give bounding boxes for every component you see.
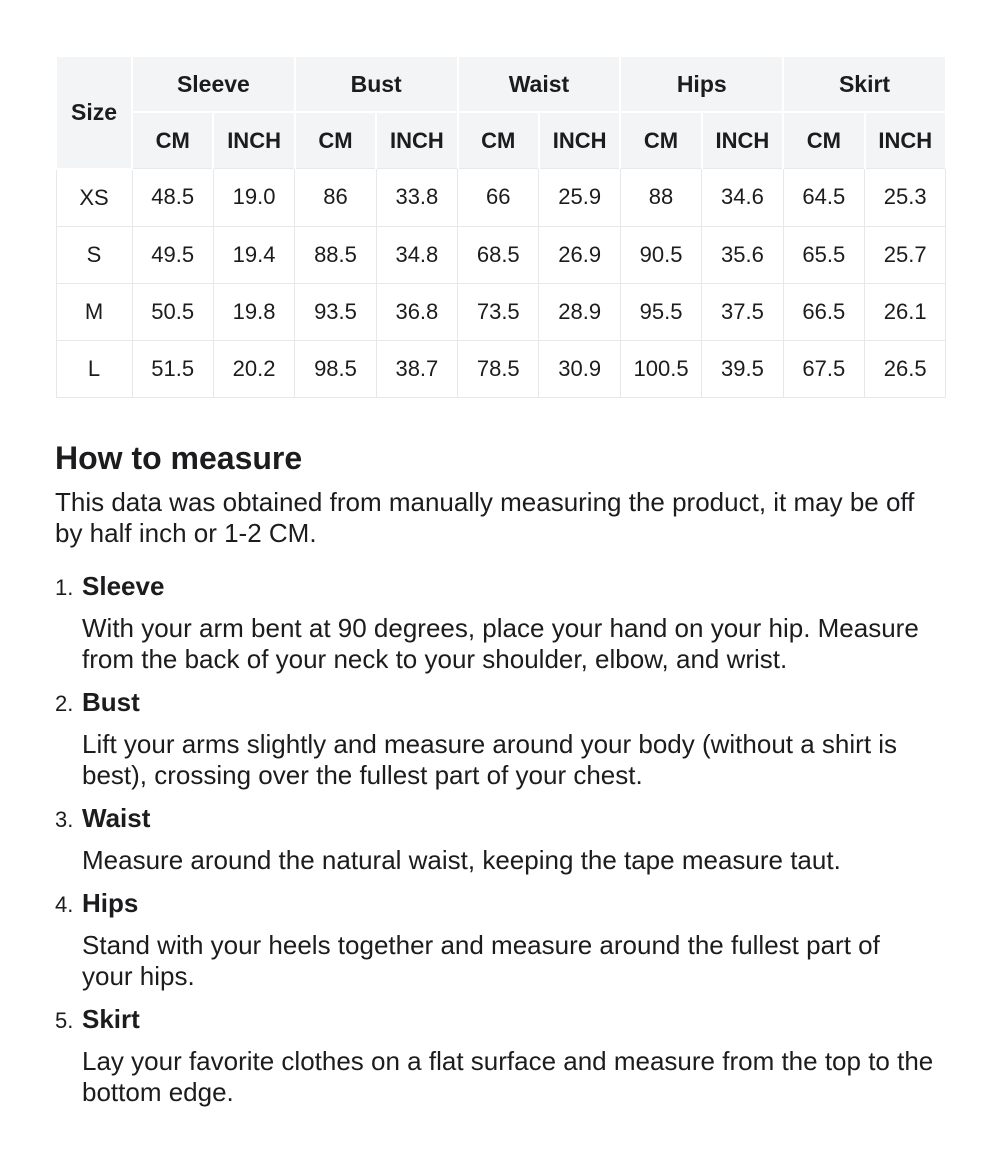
cell-value: 50.5 bbox=[132, 283, 213, 340]
step-number: 2. bbox=[55, 690, 74, 716]
step-term: Waist bbox=[82, 802, 151, 833]
cell-value: 95.5 bbox=[620, 283, 701, 340]
size-label: XS bbox=[56, 169, 132, 227]
cell-value: 88.5 bbox=[295, 226, 376, 283]
step-description: Stand with your heels together and measure around the fullest part of your hips. bbox=[82, 929, 880, 991]
measure-step-hips bbox=[55, 888, 945, 992]
table-row-xs bbox=[56, 169, 946, 227]
cell-value: 98.5 bbox=[295, 340, 376, 397]
step-heading bbox=[55, 888, 945, 920]
unit-header-bust-inch: INCH bbox=[376, 112, 457, 169]
cell-value: 34.6 bbox=[702, 169, 783, 227]
cell-value: 88 bbox=[620, 169, 701, 227]
cell-value: 19.4 bbox=[213, 226, 294, 283]
size-label: L bbox=[56, 340, 132, 397]
cell-value: 26.5 bbox=[865, 340, 946, 397]
cell-value: 30.9 bbox=[539, 340, 620, 397]
size-column-header: Size bbox=[56, 56, 132, 169]
cell-value: 100.5 bbox=[620, 340, 701, 397]
cell-value: 25.7 bbox=[865, 226, 946, 283]
measure-step-waist bbox=[55, 803, 945, 876]
cell-value: 49.5 bbox=[132, 226, 213, 283]
cell-value: 36.8 bbox=[376, 283, 457, 340]
step-term: Skirt bbox=[82, 1003, 140, 1034]
step-description: Lay your favorite clothes on a flat surface and measure from the top to the bottom edge. bbox=[82, 1045, 934, 1107]
unit-header-skirt-cm: CM bbox=[783, 112, 864, 169]
measure-step-bust bbox=[55, 687, 945, 791]
cell-value: 66 bbox=[458, 169, 539, 227]
cell-value: 68.5 bbox=[458, 226, 539, 283]
how-to-measure-intro: This data was obtained from manually measuring the product, it may be off by half inch or 1-2 CM. bbox=[55, 486, 915, 548]
step-description: With your arm bent at 90 degrees, place your hand on your hip. Measure from the back of your neck to your shoulder, elbow, and wrist. bbox=[82, 612, 919, 674]
cell-value: 25.3 bbox=[865, 169, 946, 227]
cell-value: 90.5 bbox=[620, 226, 701, 283]
unit-header-bust-cm: CM bbox=[295, 112, 376, 169]
cell-value: 48.5 bbox=[132, 169, 213, 227]
cell-value: 51.5 bbox=[132, 340, 213, 397]
table-row-s bbox=[56, 226, 946, 283]
cell-value: 78.5 bbox=[458, 340, 539, 397]
step-number: 1. bbox=[55, 574, 74, 600]
table-row-l bbox=[56, 340, 946, 397]
group-header-skirt: Skirt bbox=[783, 56, 946, 112]
step-description: Lift your arms slightly and measure around your body (without a shirt is best), crossing over the fullest part of your chest. bbox=[82, 728, 898, 790]
unit-header-waist-inch: INCH bbox=[539, 112, 620, 169]
cell-value: 35.6 bbox=[702, 226, 783, 283]
step-description: Measure around the natural waist, keeping the tape measure taut. bbox=[82, 844, 841, 875]
cell-value: 28.9 bbox=[539, 283, 620, 340]
cell-value: 26.9 bbox=[539, 226, 620, 283]
cell-value: 20.2 bbox=[213, 340, 294, 397]
cell-value: 37.5 bbox=[702, 283, 783, 340]
unit-header-skirt-inch: INCH bbox=[865, 112, 946, 169]
group-header-bust: Bust bbox=[295, 56, 458, 112]
step-heading bbox=[55, 1004, 945, 1036]
measure-step-skirt bbox=[55, 1004, 945, 1108]
group-header-waist: Waist bbox=[458, 56, 621, 112]
unit-header-sleeve-inch: INCH bbox=[213, 112, 294, 169]
step-heading bbox=[55, 687, 945, 719]
step-number: 4. bbox=[55, 891, 74, 917]
measure-steps-list bbox=[55, 571, 945, 1108]
cell-value: 19.8 bbox=[213, 283, 294, 340]
cell-value: 38.7 bbox=[376, 340, 457, 397]
group-header-hips: Hips bbox=[620, 56, 783, 112]
step-term: Bust bbox=[82, 686, 140, 717]
cell-value: 67.5 bbox=[783, 340, 864, 397]
cell-value: 26.1 bbox=[865, 283, 946, 340]
unit-header-hips-inch: INCH bbox=[702, 112, 783, 169]
step-term: Hips bbox=[82, 887, 139, 918]
cell-value: 19.0 bbox=[213, 169, 294, 227]
measure-step-sleeve bbox=[55, 571, 945, 675]
cell-value: 66.5 bbox=[783, 283, 864, 340]
table-unit-header-row bbox=[56, 112, 946, 169]
cell-value: 39.5 bbox=[702, 340, 783, 397]
table-row-m bbox=[56, 283, 946, 340]
table-group-header-row bbox=[56, 56, 946, 112]
group-header-sleeve: Sleeve bbox=[132, 56, 295, 112]
how-to-measure-title: How to measure bbox=[55, 439, 303, 476]
cell-value: 86 bbox=[295, 169, 376, 227]
cell-value: 25.9 bbox=[539, 169, 620, 227]
cell-value: 34.8 bbox=[376, 226, 457, 283]
cell-value: 33.8 bbox=[376, 169, 457, 227]
cell-value: 64.5 bbox=[783, 169, 864, 227]
cell-value: 93.5 bbox=[295, 283, 376, 340]
size-chart-table bbox=[55, 55, 947, 398]
unit-header-sleeve-cm: CM bbox=[132, 112, 213, 169]
step-term: Sleeve bbox=[82, 570, 165, 601]
step-heading bbox=[55, 803, 945, 835]
size-label: M bbox=[56, 283, 132, 340]
cell-value: 73.5 bbox=[458, 283, 539, 340]
cell-value: 65.5 bbox=[783, 226, 864, 283]
unit-header-waist-cm: CM bbox=[458, 112, 539, 169]
step-number: 5. bbox=[55, 1007, 74, 1033]
step-heading bbox=[55, 571, 945, 603]
step-number: 3. bbox=[55, 806, 74, 832]
size-label: S bbox=[56, 226, 132, 283]
unit-header-hips-cm: CM bbox=[620, 112, 701, 169]
